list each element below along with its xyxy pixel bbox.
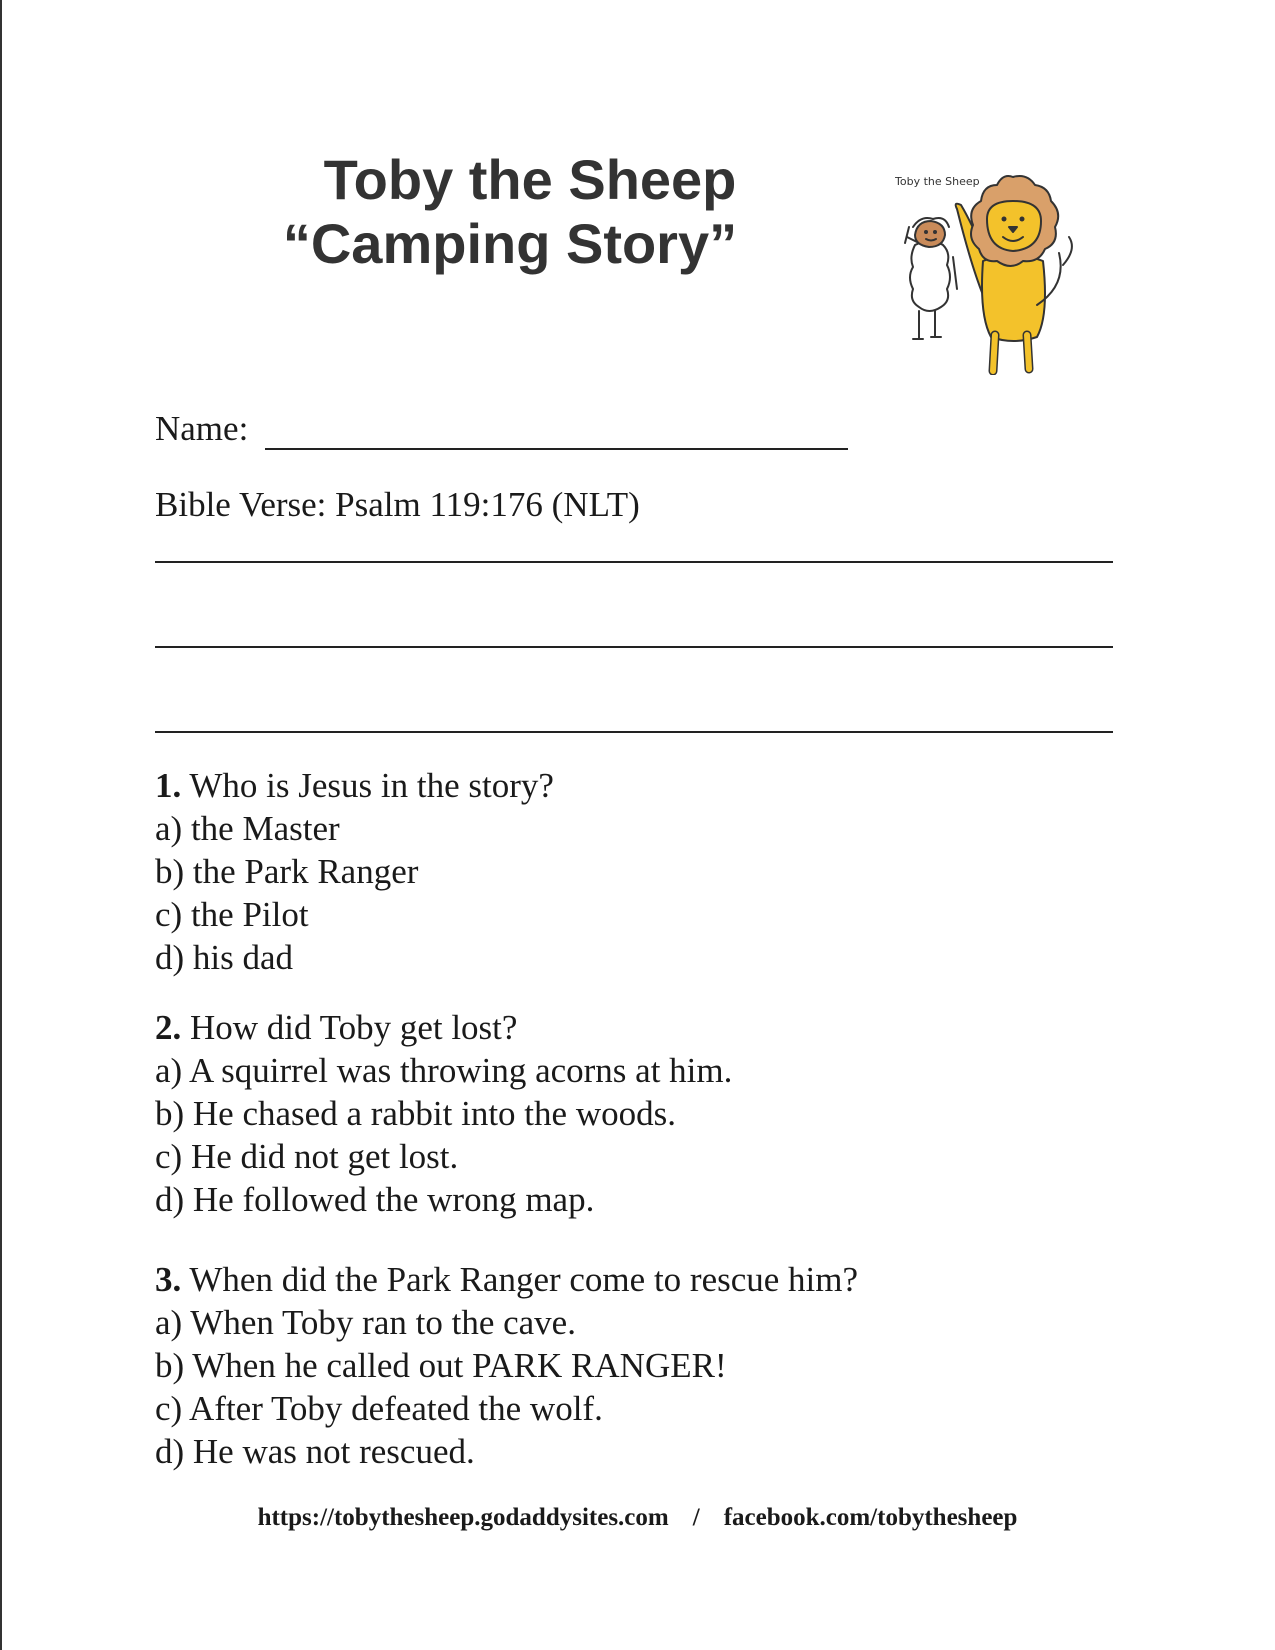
answer-option[interactable]: a) A squirrel was throwing acorns at him. [155, 1051, 733, 1090]
question-2 [155, 1006, 732, 1221]
verse-answer-line-3[interactable] [155, 731, 1113, 733]
answer-option[interactable]: b) He chased a rabbit into the woods. [155, 1094, 676, 1133]
question-text: When did the Park Ranger come to rescue him? [189, 1260, 859, 1299]
toby-illustration [895, 165, 1130, 375]
answer-option[interactable]: b) the Park Ranger [155, 852, 419, 891]
page-edge-rule [0, 0, 2, 1650]
question-number: 3. [155, 1260, 182, 1299]
answer-option[interactable]: d) his dad [155, 938, 294, 977]
question-prompt [155, 1006, 732, 1049]
question-number: 2. [155, 1008, 182, 1047]
facebook-link[interactable]: facebook.com/tobythesheep [723, 1504, 1018, 1531]
question-1 [155, 764, 554, 979]
verse-answer-line-2[interactable] [155, 646, 1113, 648]
answer-option[interactable]: c) He did not get lost. [155, 1137, 459, 1176]
name-label: Name: [155, 409, 249, 448]
bible-verse-label: Bible Verse: Psalm 119:176 (NLT) [155, 485, 640, 524]
worksheet-title [250, 148, 770, 276]
answer-option[interactable]: a) When Toby ran to the cave. [155, 1303, 576, 1342]
name-field-line[interactable] [265, 448, 848, 450]
answer-option[interactable]: d) He was not rescued. [155, 1432, 475, 1471]
website-link[interactable]: https://tobythesheep.godaddysites.com [257, 1504, 669, 1531]
verse-answer-line-1[interactable] [155, 561, 1113, 563]
footer-separator: / [692, 1504, 700, 1531]
answer-option[interactable]: a) the Master [155, 809, 340, 848]
question-number: 1. [155, 766, 182, 805]
illustration-caption: Toby the Sheep [895, 175, 980, 188]
answer-option[interactable]: b) When he called out PARK RANGER! [155, 1346, 727, 1385]
title-line-1: Toby the Sheep [323, 148, 737, 211]
question-3 [155, 1258, 858, 1473]
footer-links [0, 1504, 1275, 1532]
question-text: Who is Jesus in the story? [189, 766, 554, 805]
lion-icon [956, 176, 1072, 371]
question-prompt [155, 1258, 858, 1301]
title-line-2: “Camping Story” [282, 212, 738, 275]
sheep-icon [905, 218, 957, 339]
answer-option[interactable]: c) the Pilot [155, 895, 309, 934]
question-prompt [155, 764, 554, 807]
answer-option[interactable]: c) After Toby defeated the wolf. [155, 1389, 603, 1428]
answer-option[interactable]: d) He followed the wrong map. [155, 1180, 595, 1219]
question-text: How did Toby get lost? [190, 1008, 518, 1047]
